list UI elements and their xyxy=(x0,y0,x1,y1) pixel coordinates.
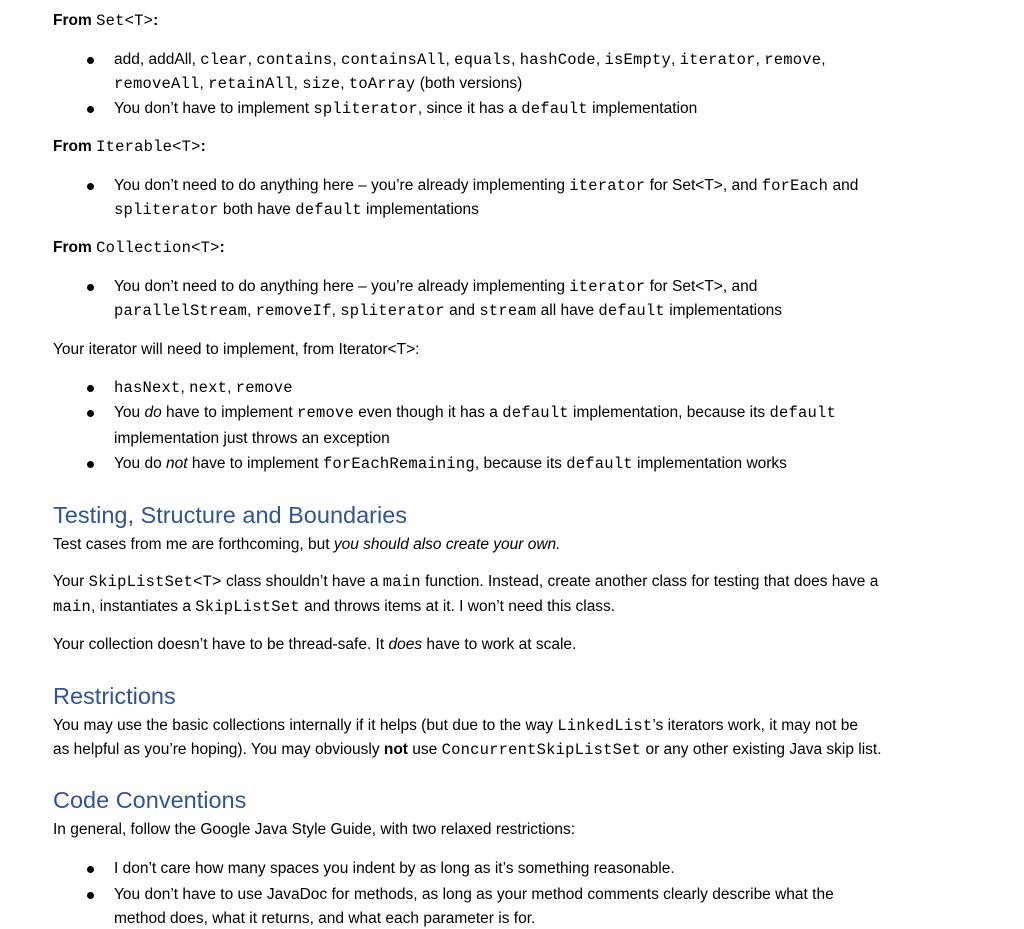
collection-note-line-2 xyxy=(114,301,782,321)
heading-code-conventions: Code Conventions xyxy=(53,787,247,813)
code-token: size xyxy=(302,75,341,93)
restrictions-line-1 xyxy=(53,716,858,736)
text-run: (both versions) xyxy=(415,75,523,92)
bullet-dot xyxy=(87,106,94,113)
section-label-collection: From Collection<T>: xyxy=(53,239,225,257)
text-run: , because its xyxy=(474,455,567,472)
conventions-indent-note: I don’t care how many spaces you indent by as long as it’s something reasonable. xyxy=(114,860,675,877)
text-run: you should also create your own. xyxy=(333,536,561,553)
restrictions-line-2 xyxy=(53,740,882,760)
text-run: add xyxy=(114,51,140,68)
testing-paragraph-3 xyxy=(53,635,576,655)
text-run: addAll xyxy=(148,51,192,68)
code-token: stream xyxy=(479,302,537,320)
code-token: clear xyxy=(200,51,248,69)
heading-testing: Testing, Structure and Boundaries xyxy=(53,502,408,528)
code-token: main xyxy=(53,598,92,616)
code-token: default xyxy=(566,455,633,473)
text-run: You xyxy=(114,404,145,421)
text-run: Your collection doesn’t have to be thread-safe. It xyxy=(53,636,389,653)
code-token: default xyxy=(502,404,569,422)
text-run: function. Instead, create another class for testing that does have a xyxy=(420,573,879,590)
text-run: class shouldn’t have a xyxy=(221,573,383,590)
code-token: next xyxy=(189,379,228,397)
code-token: default xyxy=(769,404,836,422)
text-run: , xyxy=(139,51,149,68)
iterable-note-line-1 xyxy=(114,176,858,196)
text-run: , instantiates a xyxy=(91,598,196,615)
text-run: implementations xyxy=(664,302,783,319)
collection-note-line-1 xyxy=(114,277,757,297)
code-token: toArray xyxy=(348,75,416,93)
code-token: forEachRemaining xyxy=(322,455,475,473)
code-token: remove xyxy=(296,404,354,422)
text-run: , xyxy=(227,379,236,396)
set-methods-line-1 xyxy=(114,50,826,70)
code-token: ConcurrentSkipListSet xyxy=(441,741,642,759)
text-run: , xyxy=(331,302,341,319)
text-run: for Set<T>, and xyxy=(645,278,758,295)
code-token: removeIf xyxy=(255,302,332,320)
bullet-dot xyxy=(87,385,94,392)
text-run: as helpful as you’re hoping). You may obviously xyxy=(53,741,384,758)
text-run: not xyxy=(166,455,188,472)
text-run: , xyxy=(247,302,256,319)
text-run: You may use the basic collections internally if it helps (but due to the way xyxy=(53,717,558,734)
text-run: , xyxy=(191,51,201,68)
text-run: have to implement xyxy=(161,404,297,421)
section-label-iterable: From Iterable<T>: xyxy=(53,138,206,156)
text-run: not xyxy=(383,741,408,758)
text-run: does xyxy=(388,636,423,653)
text-run: all have xyxy=(536,302,599,319)
code-token: default xyxy=(521,100,588,118)
code-token: remove xyxy=(764,51,822,69)
text-run: You don’t need to do anything here – you’re already implementing xyxy=(114,278,570,295)
code-token: retainAll xyxy=(208,75,294,93)
text-run: have to implement xyxy=(187,455,323,472)
bullet-dot xyxy=(87,410,94,417)
iterator-foreach-note xyxy=(114,454,787,474)
text-run: implementation just throws an exception xyxy=(114,430,390,447)
code-token: hasNext xyxy=(114,379,181,397)
set-spliterator-note xyxy=(114,99,697,119)
testing-paragraph-2-line-2 xyxy=(53,597,615,617)
code-token: iterator xyxy=(569,177,646,195)
conventions-javadoc-note-line-1: You don’t have to use JavaDoc for methods, as long as your method comments clearly describe what the xyxy=(114,886,834,903)
text-run: , xyxy=(445,51,455,68)
text-run: use xyxy=(407,741,442,758)
code-token: spliterator xyxy=(114,201,219,219)
text-run: and xyxy=(828,177,859,194)
iterator-methods xyxy=(114,378,293,398)
text-run: both have xyxy=(218,201,296,218)
testing-paragraph-1 xyxy=(53,535,560,555)
text-run: Your xyxy=(53,573,89,590)
bullet-dot xyxy=(87,866,94,873)
code-token: containsAll xyxy=(341,51,446,69)
text-run: and xyxy=(444,302,480,319)
text-run: , xyxy=(670,51,680,68)
text-run: You don’t need to do anything here – you’re already implementing xyxy=(114,177,570,194)
conventions-intro: In general, follow the Google Java Style Guide, with two relaxed restrictions: xyxy=(53,821,576,838)
text-run: , xyxy=(511,51,520,68)
section-label-set: From Set<T>: xyxy=(53,12,159,30)
bullet-dot xyxy=(87,183,94,190)
code-token: iterator xyxy=(679,51,756,69)
text-run: You don’t have to implement xyxy=(114,100,314,117)
heading-restrictions: Restrictions xyxy=(53,683,176,709)
text-run: You do xyxy=(114,455,167,472)
code-token: forEach xyxy=(761,177,829,195)
code-token: default xyxy=(598,302,665,320)
text-run: or any other existing Java skip list. xyxy=(641,741,882,758)
text-run: , xyxy=(293,75,303,92)
bullet-dot xyxy=(87,892,94,899)
iterator-intro: Your iterator will need to implement, from Iterator<T>: xyxy=(53,341,420,358)
code-token: default xyxy=(295,201,362,219)
text-run: , xyxy=(340,75,349,92)
code-token: parallelStream xyxy=(114,302,248,320)
text-run: even though it has a xyxy=(354,404,503,421)
code-token: SkipListSet xyxy=(195,598,300,616)
code-token: isEmpty xyxy=(604,51,671,69)
text-run: , since it has a xyxy=(417,100,522,117)
set-methods-line-2 xyxy=(114,74,522,94)
text-run: ’s iterators work, it may not be xyxy=(652,717,858,734)
code-token: main xyxy=(382,573,421,591)
text-run: , xyxy=(180,379,190,396)
bullet-dot xyxy=(87,461,94,468)
code-token: spliterator xyxy=(313,100,418,118)
text-run: Test cases from me are forthcoming, but xyxy=(53,536,334,553)
text-run: have to work at scale. xyxy=(422,636,577,653)
conventions-javadoc-note-line-2: method does, what it returns, and what each parameter is for. xyxy=(114,910,536,927)
text-run: implementation works xyxy=(632,455,787,472)
text-run: , xyxy=(821,51,826,68)
iterator-remove-note-line-2 xyxy=(114,429,390,449)
text-run: implementation xyxy=(587,100,698,117)
code-token: equals xyxy=(454,51,512,69)
testing-paragraph-2-line-1 xyxy=(53,572,878,592)
text-run: , xyxy=(247,51,257,68)
code-token: iterator xyxy=(569,278,646,296)
code-token: SkipListSet<T> xyxy=(88,573,222,591)
code-token: hashCode xyxy=(519,51,596,69)
text-run: for Set<T>, and xyxy=(645,177,762,194)
code-token: contains xyxy=(256,51,333,69)
iterator-remove-note-line-1 xyxy=(114,403,836,423)
code-token: remove xyxy=(235,379,293,397)
text-run: do xyxy=(144,404,162,421)
bullet-dot xyxy=(87,284,94,291)
text-run: , xyxy=(199,75,209,92)
text-run: , xyxy=(332,51,341,68)
text-run: , xyxy=(755,51,765,68)
code-token: spliterator xyxy=(340,302,445,320)
text-run: , xyxy=(595,51,605,68)
text-run: and throws items at it. I won’t need this class. xyxy=(299,598,616,615)
text-run: implementations xyxy=(361,201,479,218)
code-token: removeAll xyxy=(114,75,200,93)
bullet-dot xyxy=(87,57,94,64)
code-token: LinkedList xyxy=(557,717,653,735)
text-run: implementation, because its xyxy=(568,404,770,421)
iterable-note-line-2 xyxy=(114,200,479,220)
